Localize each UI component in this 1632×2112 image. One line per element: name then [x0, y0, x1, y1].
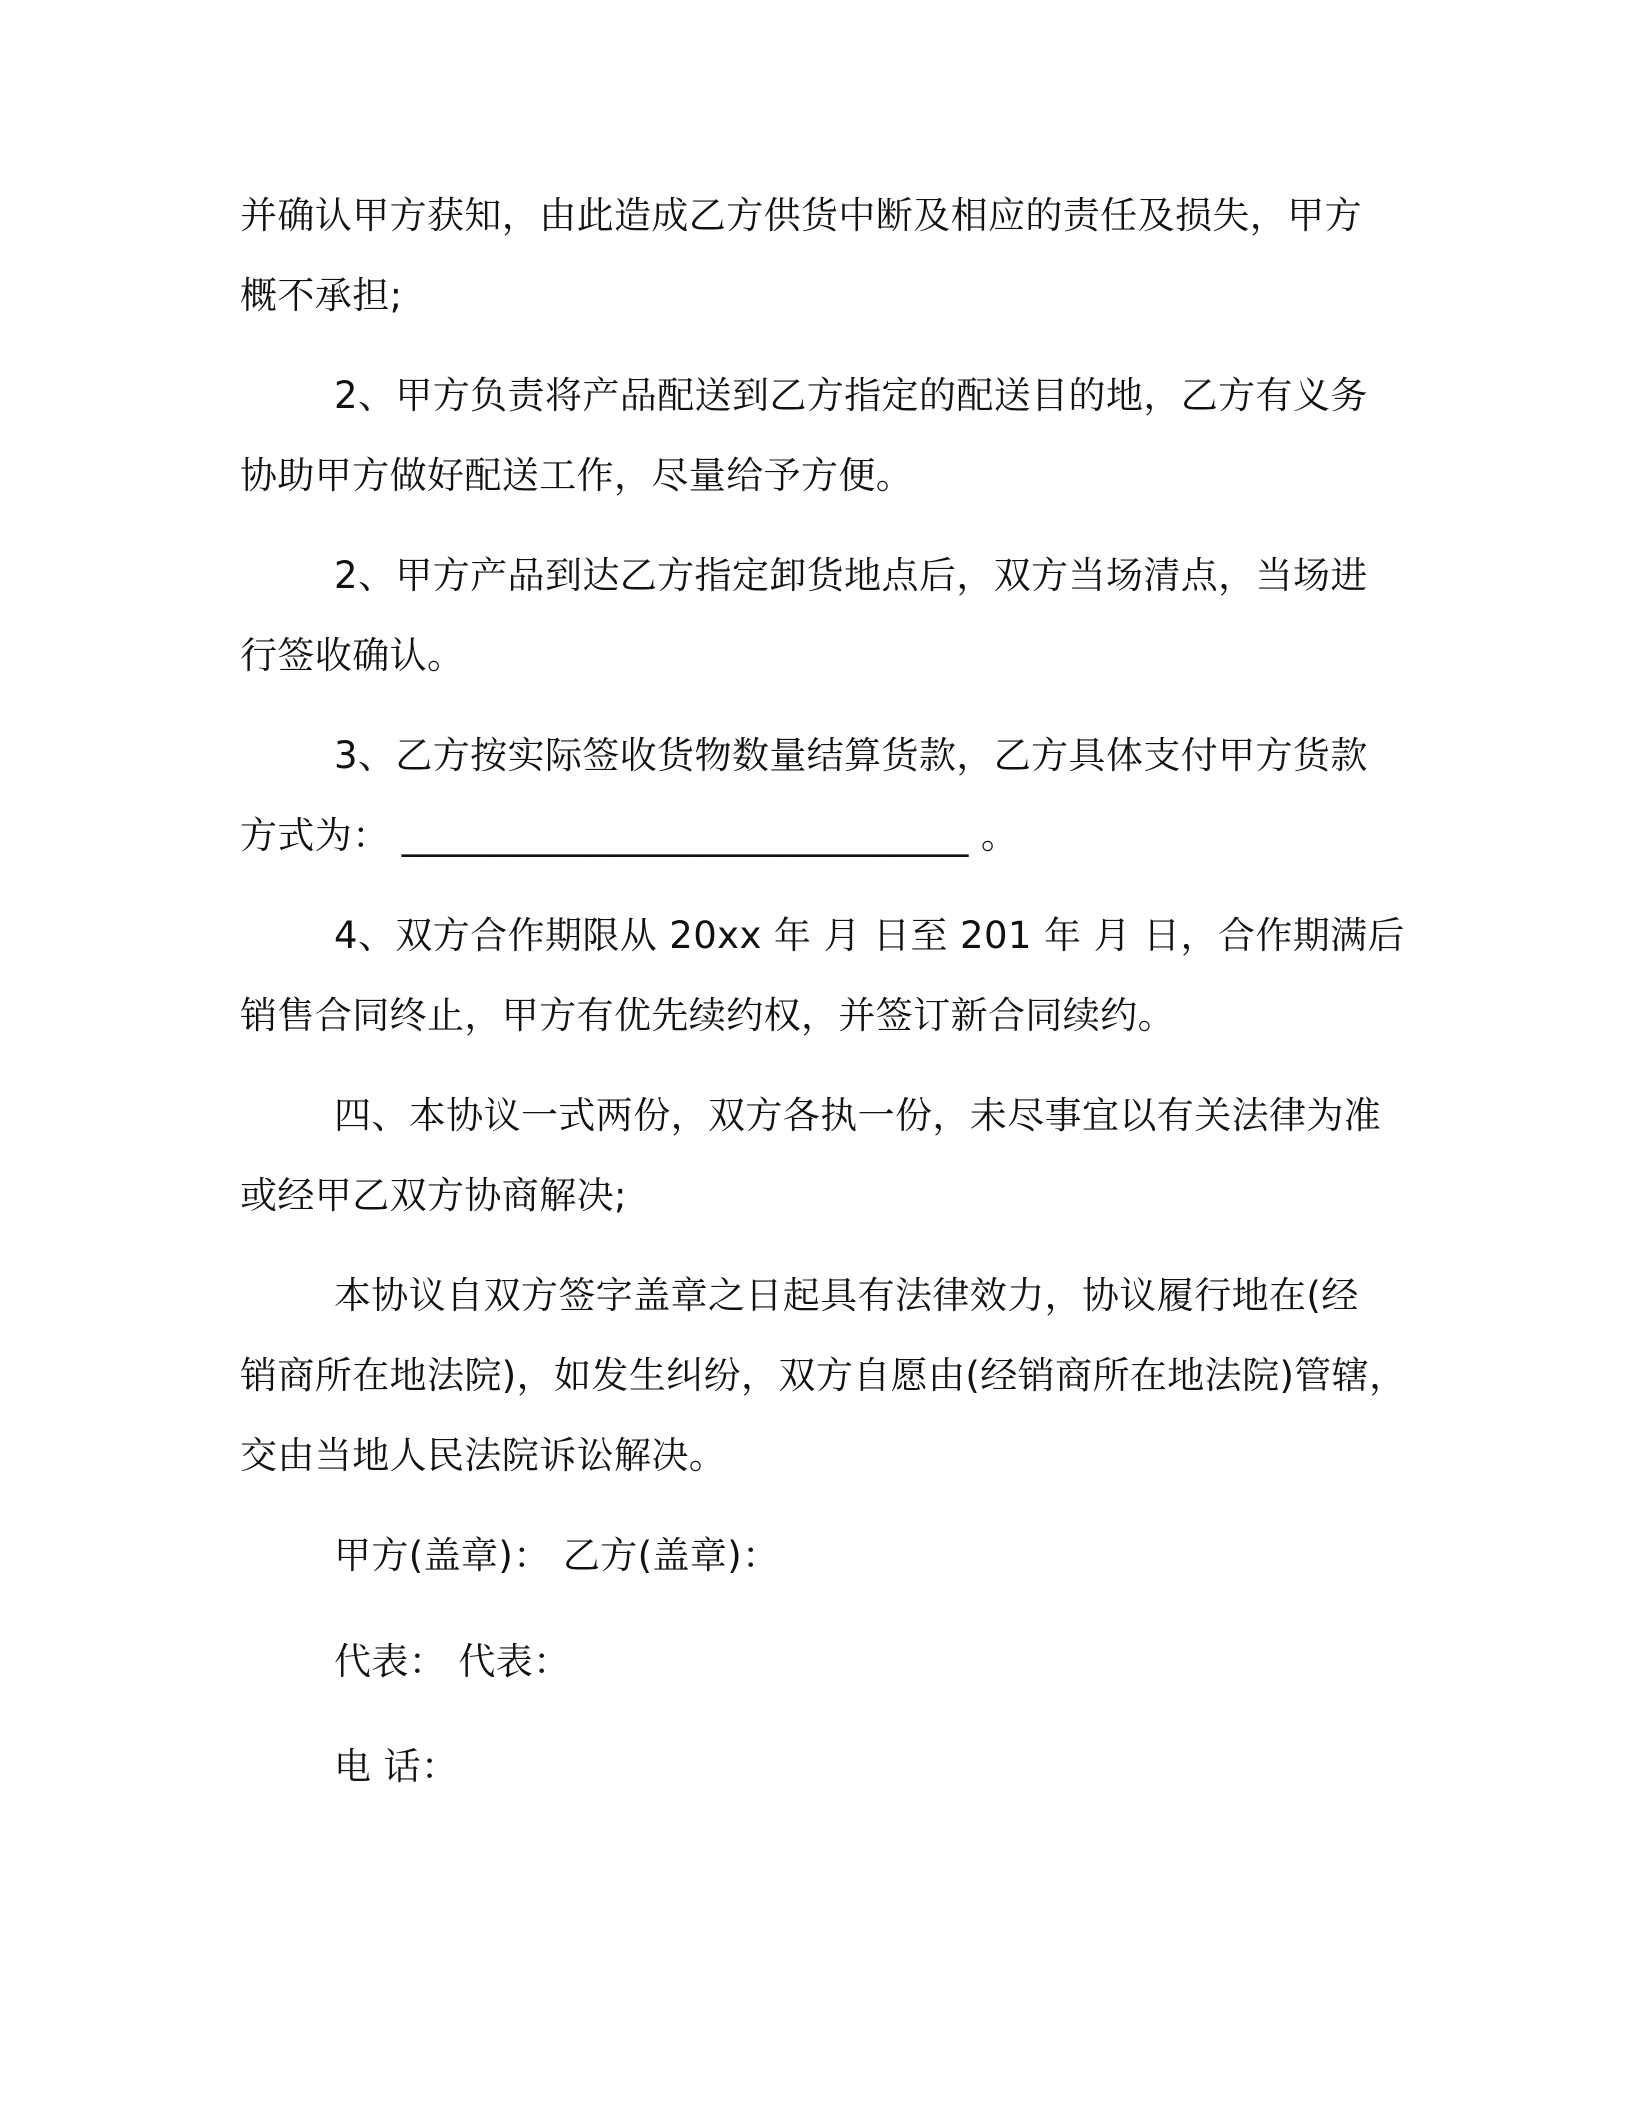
clause-2-delivery-line-2: 协助甲方做好配送工作，尽量给予方便。 — [240, 454, 914, 497]
clause-4-term-line-1: 4、双方合作期限从 20xx 年 月 日至 201 年 月 日，合作期满后 — [334, 914, 1405, 957]
clause-3-payment-line-1: 3、乙方按实际签收货物数量结算货款，乙方具体支付甲方货款 — [334, 734, 1368, 777]
effectiveness-paragraph-line-2: 销商所在地法院)，如发生纠纷，双方自愿由(经销商所在地法院)管辖， — [240, 1354, 1407, 1397]
signature-seal-line: 甲方(盖章)： 乙方(盖章)： — [334, 1534, 780, 1577]
clause-four-copies-line-1: 四、本协议一式两份，双方各执一份，未尽事宜以有关法律为准 — [334, 1094, 1382, 1137]
clause-2-acceptance-line-1: 2、甲方产品到达乙方指定卸货地点后，双方当场清点，当场进 — [334, 554, 1368, 597]
clause-2-acceptance-line-2: 行签收确认。 — [240, 634, 465, 677]
clause-four-copies-line-2: 或经甲乙双方协商解决; — [240, 1174, 627, 1217]
clause-3-payment-line-2: 方式为： ______________________________ 。 — [240, 814, 1019, 857]
effectiveness-paragraph-line-3: 交由当地人民法院诉讼解决。 — [240, 1434, 727, 1477]
signature-phone-line: 电 话： — [334, 1745, 459, 1788]
paragraph-1-line-1: 并确认甲方获知，由此造成乙方供货中断及相应的责任及损失，甲方 — [240, 194, 1362, 237]
signature-representative-line: 代表： 代表： — [334, 1640, 571, 1683]
clause-2-delivery-line-1: 2、甲方负责将产品配送到乙方指定的配送目的地，乙方有义务 — [334, 374, 1368, 417]
paragraph-1-line-2: 概不承担; — [240, 274, 403, 317]
effectiveness-paragraph-line-1: 本协议自双方签字盖章之日起具有法律效力，协议履行地在(经 — [334, 1274, 1359, 1317]
clause-4-term-line-2: 销售合同终止，甲方有优先续约权，并签订新合同续约。 — [240, 994, 1175, 1037]
